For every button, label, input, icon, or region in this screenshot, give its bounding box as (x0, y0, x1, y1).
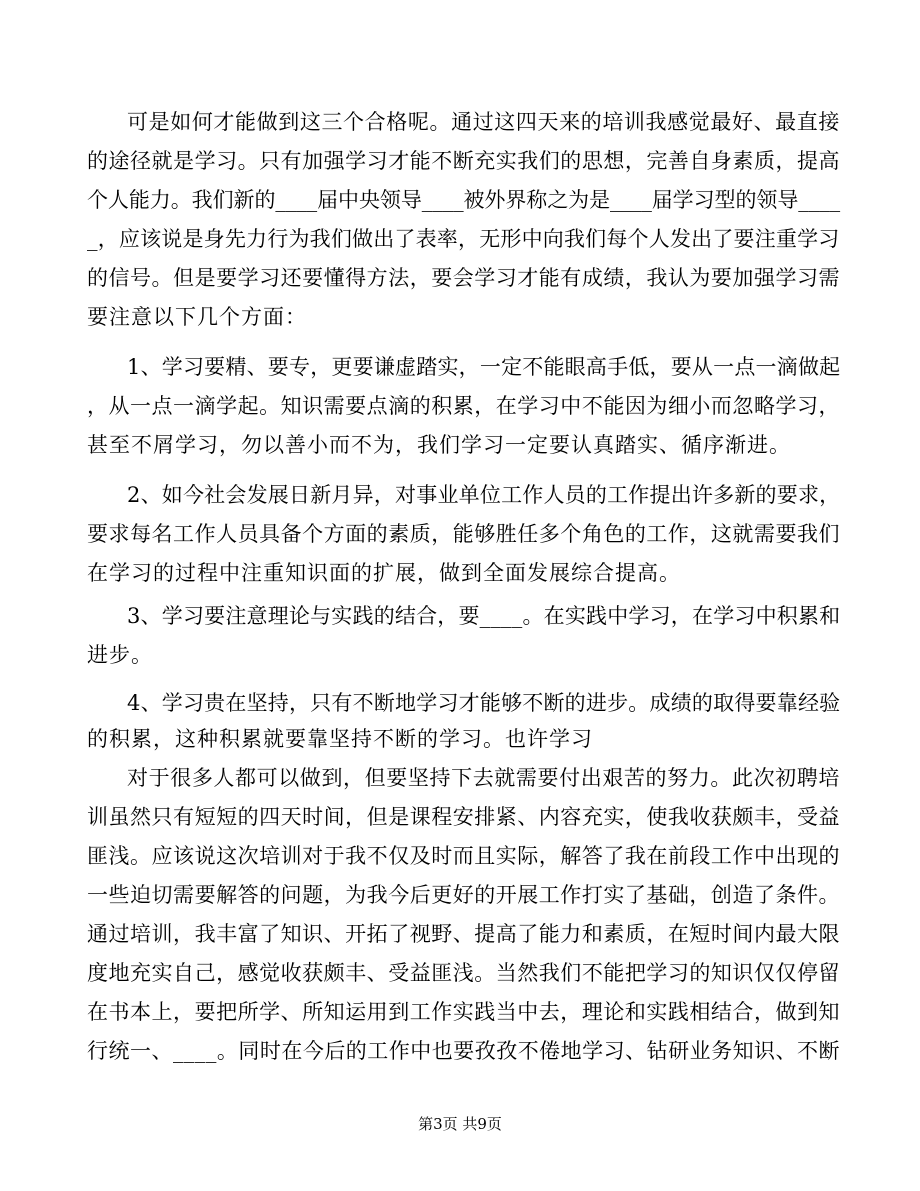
body-line: 甚至不屑学习，勿以善小而不为，我们学习一定要认真踏实、循序渐进。 (87, 433, 791, 457)
body-line: 1、学习要精、要专，更要谦虚踏实，一定不能眼高手低，要从一点一滴做起 (127, 355, 841, 379)
page-number: 第3页 共9页 (418, 1115, 502, 1133)
body-line: 个人能力。我们新的____届中央领导____被外界称之为是____届学习型的领导____ (87, 188, 840, 212)
body-line: 在书本上，要把所学、所知运用到工作实践当中去，理论和实践相结合，做到知 (87, 1000, 840, 1024)
body-line: 度地充实自己，感觉收获颇丰、受益匪浅。当然我们不能把学习的知识仅仅停留 (87, 961, 840, 985)
body-line: 训虽然只有短短的四天时间，但是课程安排紧、内容充实，使我收获颇丰，受益 (87, 805, 840, 829)
body-line: 要注意以下几个方面： (87, 305, 307, 329)
body-line: 3、学习要注意理论与实践的结合，要____。在实践中学习，在学习中积累和 (127, 604, 841, 628)
body-line: 2、如今社会发展日新月异，对事业单位工作人员的工作提出许多新的要求， (127, 483, 841, 507)
body-line: _，应该说是身先力行为我们做出了表率，无形中向我们每个人发出了要注重学习 (87, 227, 840, 251)
body-line: 一些迫切需要解答的问题，为我今后更好的开展工作打实了基础，创造了条件。 (87, 883, 840, 907)
body-line: 的信号。但是要学习还要懂得方法，要会学习才能有成绩，我认为要加强学习需 (87, 266, 840, 290)
body-line: 在学习的过程中注重知识面的扩展，做到全面发展综合提高。 (87, 561, 681, 585)
body-line: 要求每名工作人员具备个方面的素质，能够胜任多个角色的工作，这就需要我们 (87, 522, 840, 546)
body-line: 匪浅。应该说这次培训对于我不仅及时而且实际，解答了我在前段工作中出现的 (87, 844, 840, 868)
body-line: ，从一点一滴学起。知识需要点滴的积累，在学习中不能因为细小而忽略学习， (87, 394, 840, 418)
body-line: 通过培训，我丰富了知识、开拓了视野、提高了能力和素质，在短时间内最大限 (87, 922, 840, 946)
body-line: 4、学习贵在坚持，只有不断地学习才能够不断的进步。成绩的取得要靠经验 (127, 691, 841, 715)
body-line: 行统一、____。同时在今后的工作中也要孜孜不倦地学习、钻研业务知识、不断 (87, 1039, 840, 1063)
body-line: 对于很多人都可以做到，但要坚持下去就需要付出艰苦的努力。此次初聘培 (127, 766, 840, 790)
body-line: 的途径就是学习。只有加强学习才能不断充实我们的思想，完善自身素质，提高 (87, 149, 840, 173)
body-line: 可是如何才能做到这三个合格呢。通过这四天来的培训我感觉最好、最直接 (127, 110, 840, 134)
body-line: 进步。 (87, 643, 153, 667)
body-line: 的积累，这种积累就要靠坚持不断的学习。也许学习 (87, 727, 593, 751)
